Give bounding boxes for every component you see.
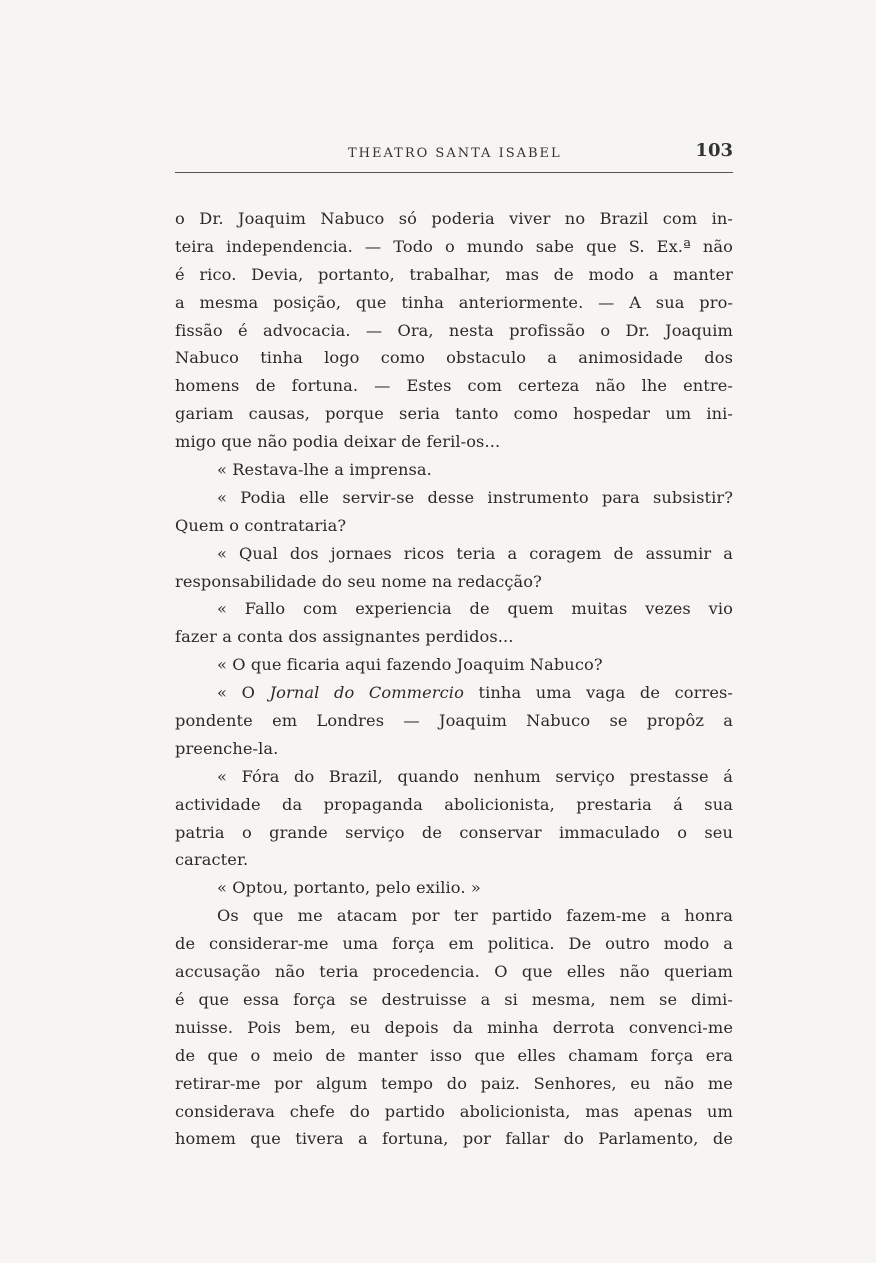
newspaper-title: Jornal do Commercio xyxy=(269,683,464,703)
text-line: caracter. xyxy=(175,850,249,870)
text-line: é que essa força se destruisse a si mesma, nem se dimi- xyxy=(175,989,733,1009)
text-line: homem que tivera a fortuna, por fallar do Parlamento, de xyxy=(175,1129,733,1149)
text-line: de que o meio de manter isso que elles chamam força era xyxy=(175,1045,733,1065)
text-line: « Qual dos jornaes ricos teria a coragem de assumir a xyxy=(217,543,733,563)
text-line: « Optou, portanto, pelo exilio. » xyxy=(217,878,481,898)
text-line: « Fóra do Brazil, quando nenhum serviço prestasse á xyxy=(217,766,733,786)
text-line: « O que ficaria aqui fazendo Joaquim Nabuco? xyxy=(217,655,603,675)
text-line: Os que me atacam por ter partido fazem-me a honra xyxy=(217,906,733,926)
text-line: accusação não teria procedencia. O que elles não queriam xyxy=(175,962,733,982)
text-line: teira independencia. — Todo o mundo sabe que S. Ex.ª não xyxy=(175,236,733,256)
page-number: 103 xyxy=(695,140,733,161)
text-line: de considerar-me uma força em politica. De outro modo a xyxy=(175,934,733,954)
text-line: « O Jornal do Commercio tinha uma vaga de corres- xyxy=(217,683,733,703)
text-line: o Dr. Joaquim Nabuco só poderia viver no Brazil com in- xyxy=(175,209,733,228)
text-line: é rico. Devia, portanto, trabalhar, mas de modo a manter xyxy=(175,264,733,284)
page-header xyxy=(0,138,733,168)
text-line: retirar-me por algum tempo do paiz. Senhores, eu não me xyxy=(175,1073,733,1093)
header-rule xyxy=(175,172,733,173)
text-line: preenche-la. xyxy=(175,738,279,758)
text-line: « Podia elle servir-se desse instrumento para subsistir? xyxy=(217,487,733,507)
body-text xyxy=(175,205,733,1153)
text-line: Nabuco tinha logo como obstaculo a animosidade dos xyxy=(175,348,733,368)
text-line: patria o grande serviço de conservar immaculado o seu xyxy=(175,822,733,842)
text-line: « Restava-lhe a imprensa. xyxy=(217,460,432,480)
running-title: THEATRO SANTA ISABEL xyxy=(348,146,562,161)
text-line: « Fallo com experiencia de quem muitas vezes vio xyxy=(217,599,733,619)
text-line: fazer a conta dos assignantes perdidos... xyxy=(175,627,514,647)
text-line: Quem o contrataria? xyxy=(175,515,347,535)
text-line: actividade da propaganda abolicionista, prestaria á sua xyxy=(175,794,733,814)
text-line: homens de fortuna. — Estes com certeza não lhe entre- xyxy=(175,376,733,396)
text-line: migo que não podia deixar de feril-os... xyxy=(175,432,501,452)
text-line: considerava chefe do partido abolicionista, mas apenas um xyxy=(175,1101,733,1121)
text-line: fissão é advocacia. — Ora, nesta profissão o Dr. Joaquim xyxy=(175,320,733,340)
text-line: responsabilidade do seu nome na redacção? xyxy=(175,571,542,591)
text-line: pondente em Londres — Joaquim Nabuco se propôz a xyxy=(175,711,733,731)
text-line: gariam causas, porque seria tanto como hospedar um ini- xyxy=(175,404,733,424)
text-line: nuisse. Pois bem, eu depois da minha derrota convenci-me xyxy=(175,1017,733,1037)
text-line: a mesma posição, que tinha anteriormente. — A sua pro- xyxy=(175,292,733,312)
